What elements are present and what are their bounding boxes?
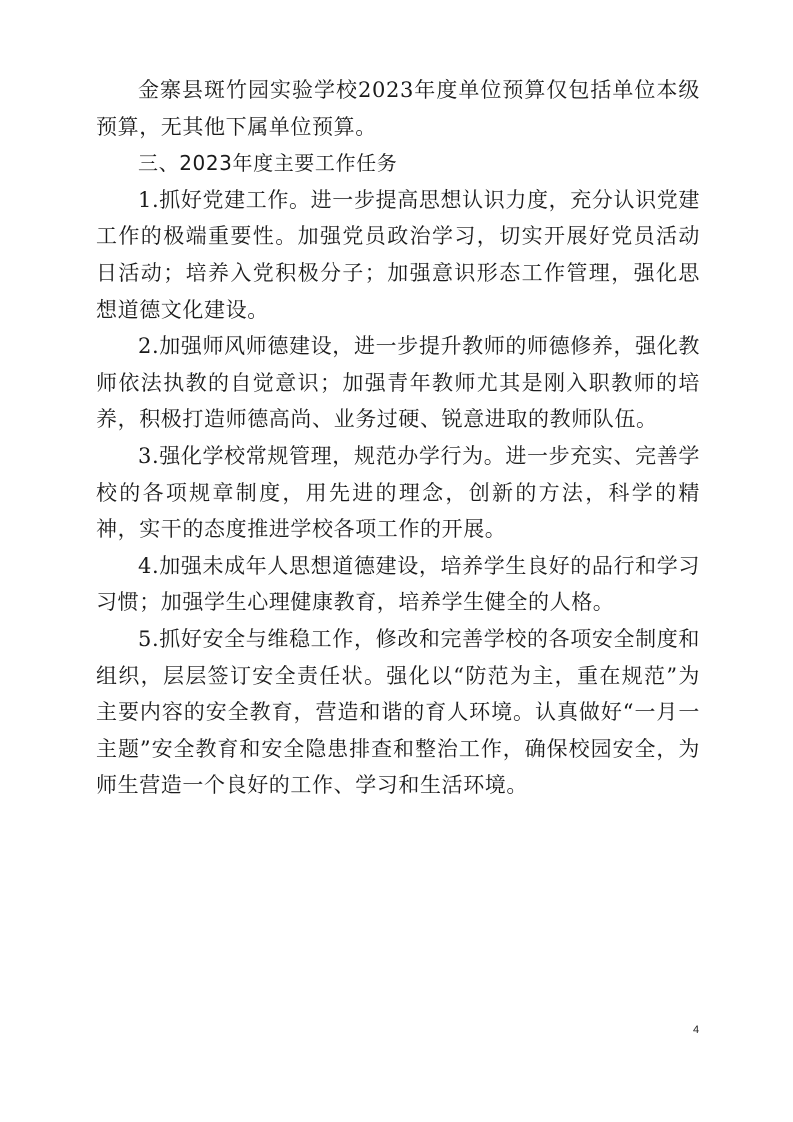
page-number: 4 bbox=[693, 1024, 700, 1036]
section-heading: 三、2023年度主要工作任务 bbox=[138, 151, 398, 176]
task-paragraph-2: 2.加强师风师德建设，进一步提升教师的师德修养，强化教师依法执教的自觉意识；加强青年教师尤其是刚入职教师的培养，积极打造师德高尚、业务过硬、锐意进取的教师队伍。 bbox=[96, 334, 700, 432]
task-paragraph-1: 1.抓好党建工作。进一步提高思想认识力度，充分认识党建工作的极端重要性。加强党员政治学习，切实开展好党员活动日活动；培养入党积极分子；加强意识形态工作管理，强化思想道德文化建设。 bbox=[96, 187, 700, 322]
task-paragraph-3: 3.强化学校常规管理，规范办学行为。进一步充实、完善学校的各项规章制度，用先进的理念，创新的方法，科学的精神，实干的态度推进学校各项工作的开展。 bbox=[96, 443, 700, 542]
task-paragraph-4: 4.加强未成年人思想道德建设，培养学生良好的品行和学习习惯；加强学生心理健康教育，培养学生健全的人格。 bbox=[96, 553, 700, 615]
document-body bbox=[96, 72, 700, 804]
intro-paragraph: 金寨县斑竹园实验学校2023年度单位预算仅包括单位本级预算，无其他下属单位预算。 bbox=[96, 78, 700, 139]
task-paragraph-5: 5.抓好安全与维稳工作，修改和完善学校的各项安全制度和组织，层层签订安全责任状。强化以“防范为主，重在规范”为主要内容的安全教育，营造和谐的育人环境。认真做好“一月一主题”安全教育和安全隐患排查和整治工作，确保校园安全，为师生营造一个良好的工作、学习和生活环境。 bbox=[96, 626, 700, 798]
